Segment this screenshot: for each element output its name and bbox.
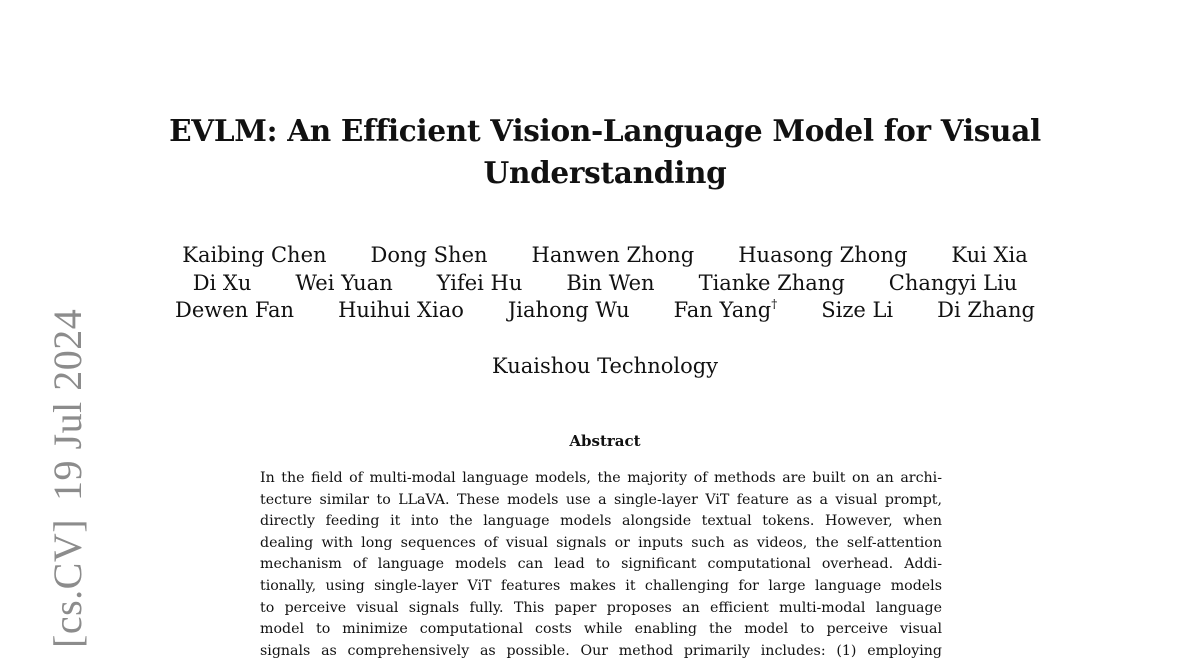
abstract-line: to perceive visual signals fully. This paper proposes an efficient multi-modal language — [260, 599, 942, 616]
author-name-text: Fan Yang — [673, 298, 772, 322]
abstract-line: tecture similar to LLaVA. These models use a single-layer ViT feature as a visual prompt, — [260, 491, 942, 508]
author-name: Yifei Hu — [436, 270, 523, 295]
author-name: Di Zhang — [937, 298, 1035, 322]
arxiv-date: 19 Jul 2024 — [45, 308, 90, 501]
paper-title-line-2: Understanding — [483, 155, 727, 190]
arxiv-category: [cs.CV] — [45, 518, 90, 648]
author-name: Tianke Zhang — [698, 270, 845, 295]
author-name: Kaibing Chen — [182, 243, 327, 267]
author-name: Hanwen Zhong — [531, 243, 695, 267]
paper-title — [150, 110, 1060, 194]
author-row — [150, 242, 1060, 270]
author-name: Huihui Xiao — [338, 298, 464, 322]
corresponding-author-mark: † — [771, 297, 778, 311]
abstract-body — [260, 468, 942, 662]
abstract-line: directly feeding it into the language models alongside textual tokens. However, when — [260, 513, 942, 530]
corresponding-author-name — [674, 297, 778, 325]
abstract-line: signals as comprehensively as possible. Our method primarily includes: (1) employing — [260, 642, 942, 659]
arxiv-side-stamp — [45, 308, 90, 648]
abstract-line: mechanism of language models can lead to significant computational overhead. Addi- — [260, 556, 942, 573]
abstract-line: model to minimize computational costs while enabling the model to perceive visual — [260, 621, 942, 638]
author-name: Dewen Fan — [175, 298, 295, 322]
author-name: Wei Yuan — [295, 270, 393, 295]
author-name: Bin Wen — [566, 270, 655, 295]
abstract-line: dealing with long sequences of visual signals or inputs such as videos, the self-attention — [260, 534, 942, 551]
author-name: Huasong Zhong — [738, 243, 908, 267]
author-row — [150, 297, 1060, 325]
paper-title-line-1: EVLM: An Efficient Vision-Language Model for Visual — [169, 113, 1041, 148]
abstract-line: tionally, using single-layer ViT features makes it challenging for large language models — [260, 577, 942, 594]
abstract-line: In the field of multi-modal language models, the majority of methods are built on an archi- — [260, 470, 942, 486]
author-name: Changyi Liu — [888, 270, 1018, 295]
author-name: Di Xu — [192, 270, 252, 295]
author-row — [150, 270, 1060, 298]
author-list — [150, 242, 1060, 325]
abstract-heading: Abstract — [569, 432, 641, 450]
author-name: Kui Xia — [951, 243, 1028, 267]
affiliation: Kuaishou Technology — [491, 354, 719, 378]
author-name: Jiahong Wu — [507, 298, 630, 322]
author-name: Dong Shen — [370, 243, 488, 267]
author-name: Size Li — [821, 298, 894, 322]
